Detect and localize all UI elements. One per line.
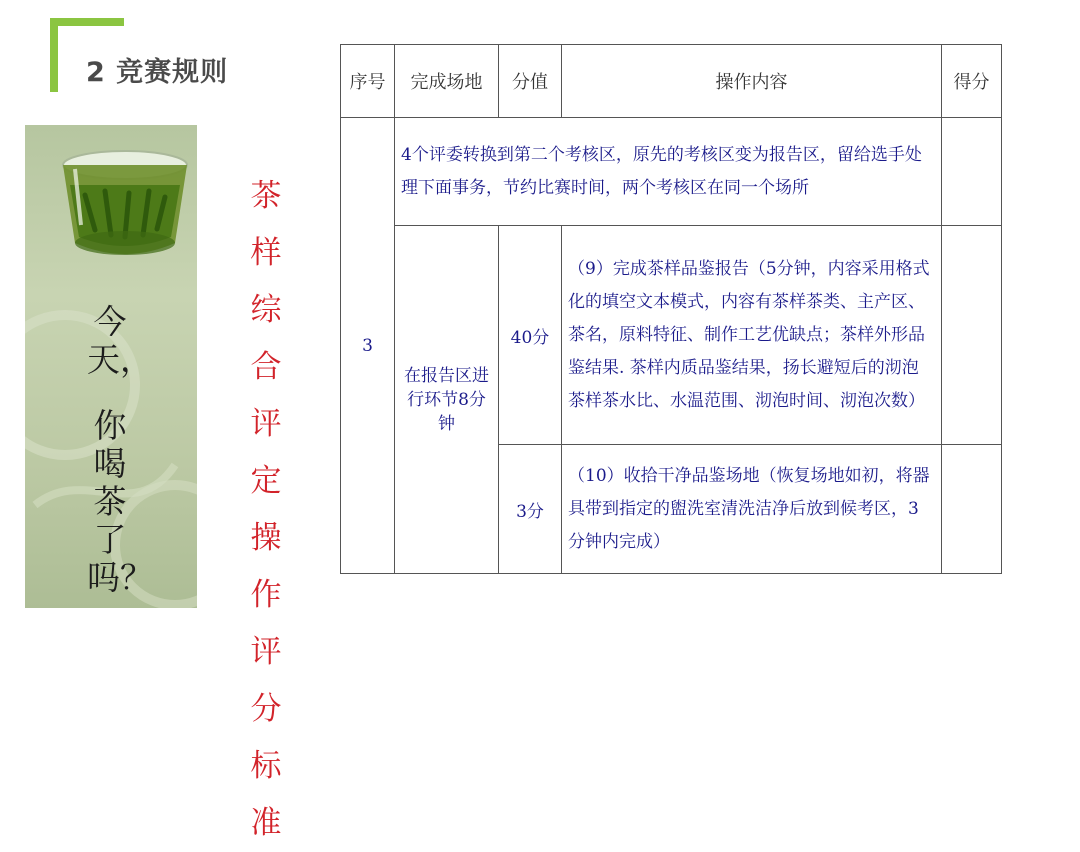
venue-cell: 在报告区进行环节8分钟 xyxy=(395,226,499,574)
points-cell: 40分 xyxy=(499,226,562,445)
table-header-row xyxy=(341,45,1002,118)
header-venue: 完成场地 xyxy=(395,45,499,118)
header-score: 得分 xyxy=(942,45,1002,118)
tea-image-panel xyxy=(25,125,197,608)
content-cell: （10）收拾干净品鉴场地（恢复场地如初，将器具带到指定的盥洗室清洗洁净后放到候考区，3分钟内完成） xyxy=(562,445,942,574)
serial-cell: 3 xyxy=(341,118,395,574)
vertical-title: 茶样综合评定操作评分标准 xyxy=(250,178,284,841)
header-points: 分值 xyxy=(499,45,562,118)
score-cell[interactable] xyxy=(942,118,1002,226)
header-content: 操作内容 xyxy=(562,45,942,118)
table-row xyxy=(341,226,1002,445)
points-cell: 3分 xyxy=(499,445,562,574)
score-cell[interactable] xyxy=(942,226,1002,445)
slogan-line-1: 今天， xyxy=(87,302,153,379)
header-serial: 序号 xyxy=(341,45,395,118)
content-cell: （9）完成茶样品鉴报告（5分钟，内容采用格式化的填空文本模式，内容有茶样茶类、主产区、茶名，原料特征、制作工艺优缺点；茶样外形品鉴结果. 茶样内质品鉴结果，扬长避短后的沏泡茶样茶水比、水温范围、沏泡时间、沏泡次数） xyxy=(562,226,942,445)
slide-heading: 2 竞赛规则 xyxy=(86,57,229,88)
score-cell[interactable] xyxy=(942,445,1002,574)
table-row xyxy=(341,118,1002,226)
merged-note-cell: 4个评委转换到第二个考核区，原先的考核区变为报告区，留给选手处理下面事务，节约比赛时间，两个考核区在同一个场所 xyxy=(395,118,942,226)
scoring-table xyxy=(340,44,1002,574)
slogan-line-2: 你喝茶了吗？ xyxy=(87,406,153,597)
